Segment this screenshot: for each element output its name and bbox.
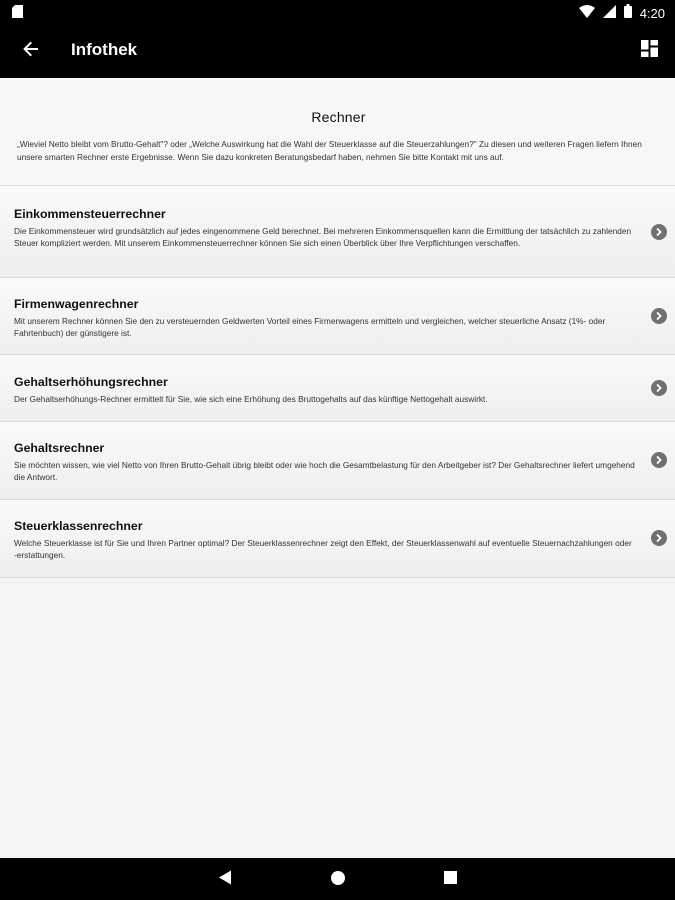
list-item-description: Sie möchten wissen, wie viel Netto von Ihren Brutto-Gehalt übrig bleibt oder wie hoch die Gesamtbelastung für den Arbeitgeber ist? Der Gehaltsrechner liefert umgehend die Antwort. — [14, 460, 635, 483]
list-item-gehaltserhoehungsrechner[interactable] — [0, 355, 675, 422]
dashboard-grid-icon — [641, 40, 658, 62]
signal-icon — [603, 5, 616, 23]
list-item-title: Steuerklassenrechner — [14, 519, 143, 533]
list-item-title: Gehaltsrechner — [14, 441, 105, 455]
content-area — [0, 78, 675, 858]
chevron-right-icon — [651, 224, 667, 240]
list-item-steuerklassenrechner[interactable] — [0, 500, 675, 578]
nav-home-button[interactable] — [327, 869, 349, 891]
back-button[interactable] — [14, 35, 48, 67]
chevron-right-icon — [651, 530, 667, 546]
status-bar — [0, 0, 675, 24]
back-triangle-icon — [218, 870, 232, 890]
list-item-description: Welche Steuerklasse ist für Sie und Ihren Partner optimal? Der Steuerklassenrechner zeigt den Effekt, der Steuerklassenwahl auf eventuelle Steuernachzahlungen oder -erstattungen. — [14, 538, 632, 561]
nav-back-button[interactable] — [214, 869, 236, 891]
list-item-description: Der Gehaltserhöhungs-Rechner ermittelt für Sie, wie sich eine Erhöhung des Bruttogehalts auf das künftige Nettogehalt auswirkt. — [14, 394, 488, 404]
chevron-right-icon — [651, 380, 667, 396]
chevron-right-icon — [651, 308, 667, 324]
dashboard-button[interactable] — [635, 37, 663, 65]
list-item-description: Mit unserem Rechner können Sie den zu versteuernden Geldwerten Vorteil eines Firmenwagens ermitteln und vergleichen, welcher steuerliche Ansatz (1%- oder Fahrtenbuch) der günstigere ist. — [14, 316, 606, 339]
section-heading: Rechner — [311, 109, 366, 125]
list-item-firmenwagenrechner[interactable] — [0, 278, 675, 355]
app-bar — [0, 24, 675, 78]
list-item-title: Einkommensteuerrechner — [14, 207, 166, 221]
battery-icon — [624, 4, 632, 23]
status-time: 4:20 — [639, 6, 665, 21]
page-title: Infothek — [71, 40, 138, 59]
arrow-left-icon — [23, 41, 39, 62]
intro-text: „Wieviel Netto bleibt vom Brutto-Gehalt"? oder „Welche Auswirkung hat die Wahl der Steuerklasse auf die Steuerzahlungen?" Zu diesen und weiteren Fragen liefern Ihnen unsere smarten Rechner erste Ergebnisse. Wenn Sie dazu konkreten Beratungsbedarf haben, nehmen Sie bitte Kontakt mit uns auf. — [17, 139, 642, 162]
list-item-description: Die Einkommensteuer wird grundsätzlich auf jedes eingenommene Geld berechnet. Bei mehreren Einkommensquellen kann die Ermittlung der tatsächlich zu zahlenden Steuer kompliziert werden. Mit unserem Einkommensteuerrechner können Sie sich einen Überblick über Ihre Verpflichtungen verschaffen. — [14, 226, 632, 249]
list-item-einkommensteuerrechner[interactable] — [0, 186, 675, 278]
intro-section — [0, 78, 675, 186]
recents-square-icon — [444, 871, 457, 889]
list-item-gehaltsrechner[interactable] — [0, 422, 675, 500]
sd-card-icon — [12, 5, 23, 23]
system-nav-bar — [0, 858, 675, 900]
list-item-title: Gehaltserhöhungsrechner — [14, 375, 168, 389]
chevron-right-icon — [651, 452, 667, 468]
nav-recents-button[interactable] — [439, 869, 461, 891]
list-item-title: Firmenwagenrechner — [14, 297, 139, 311]
wifi-icon — [579, 5, 595, 23]
home-circle-icon — [330, 870, 346, 891]
